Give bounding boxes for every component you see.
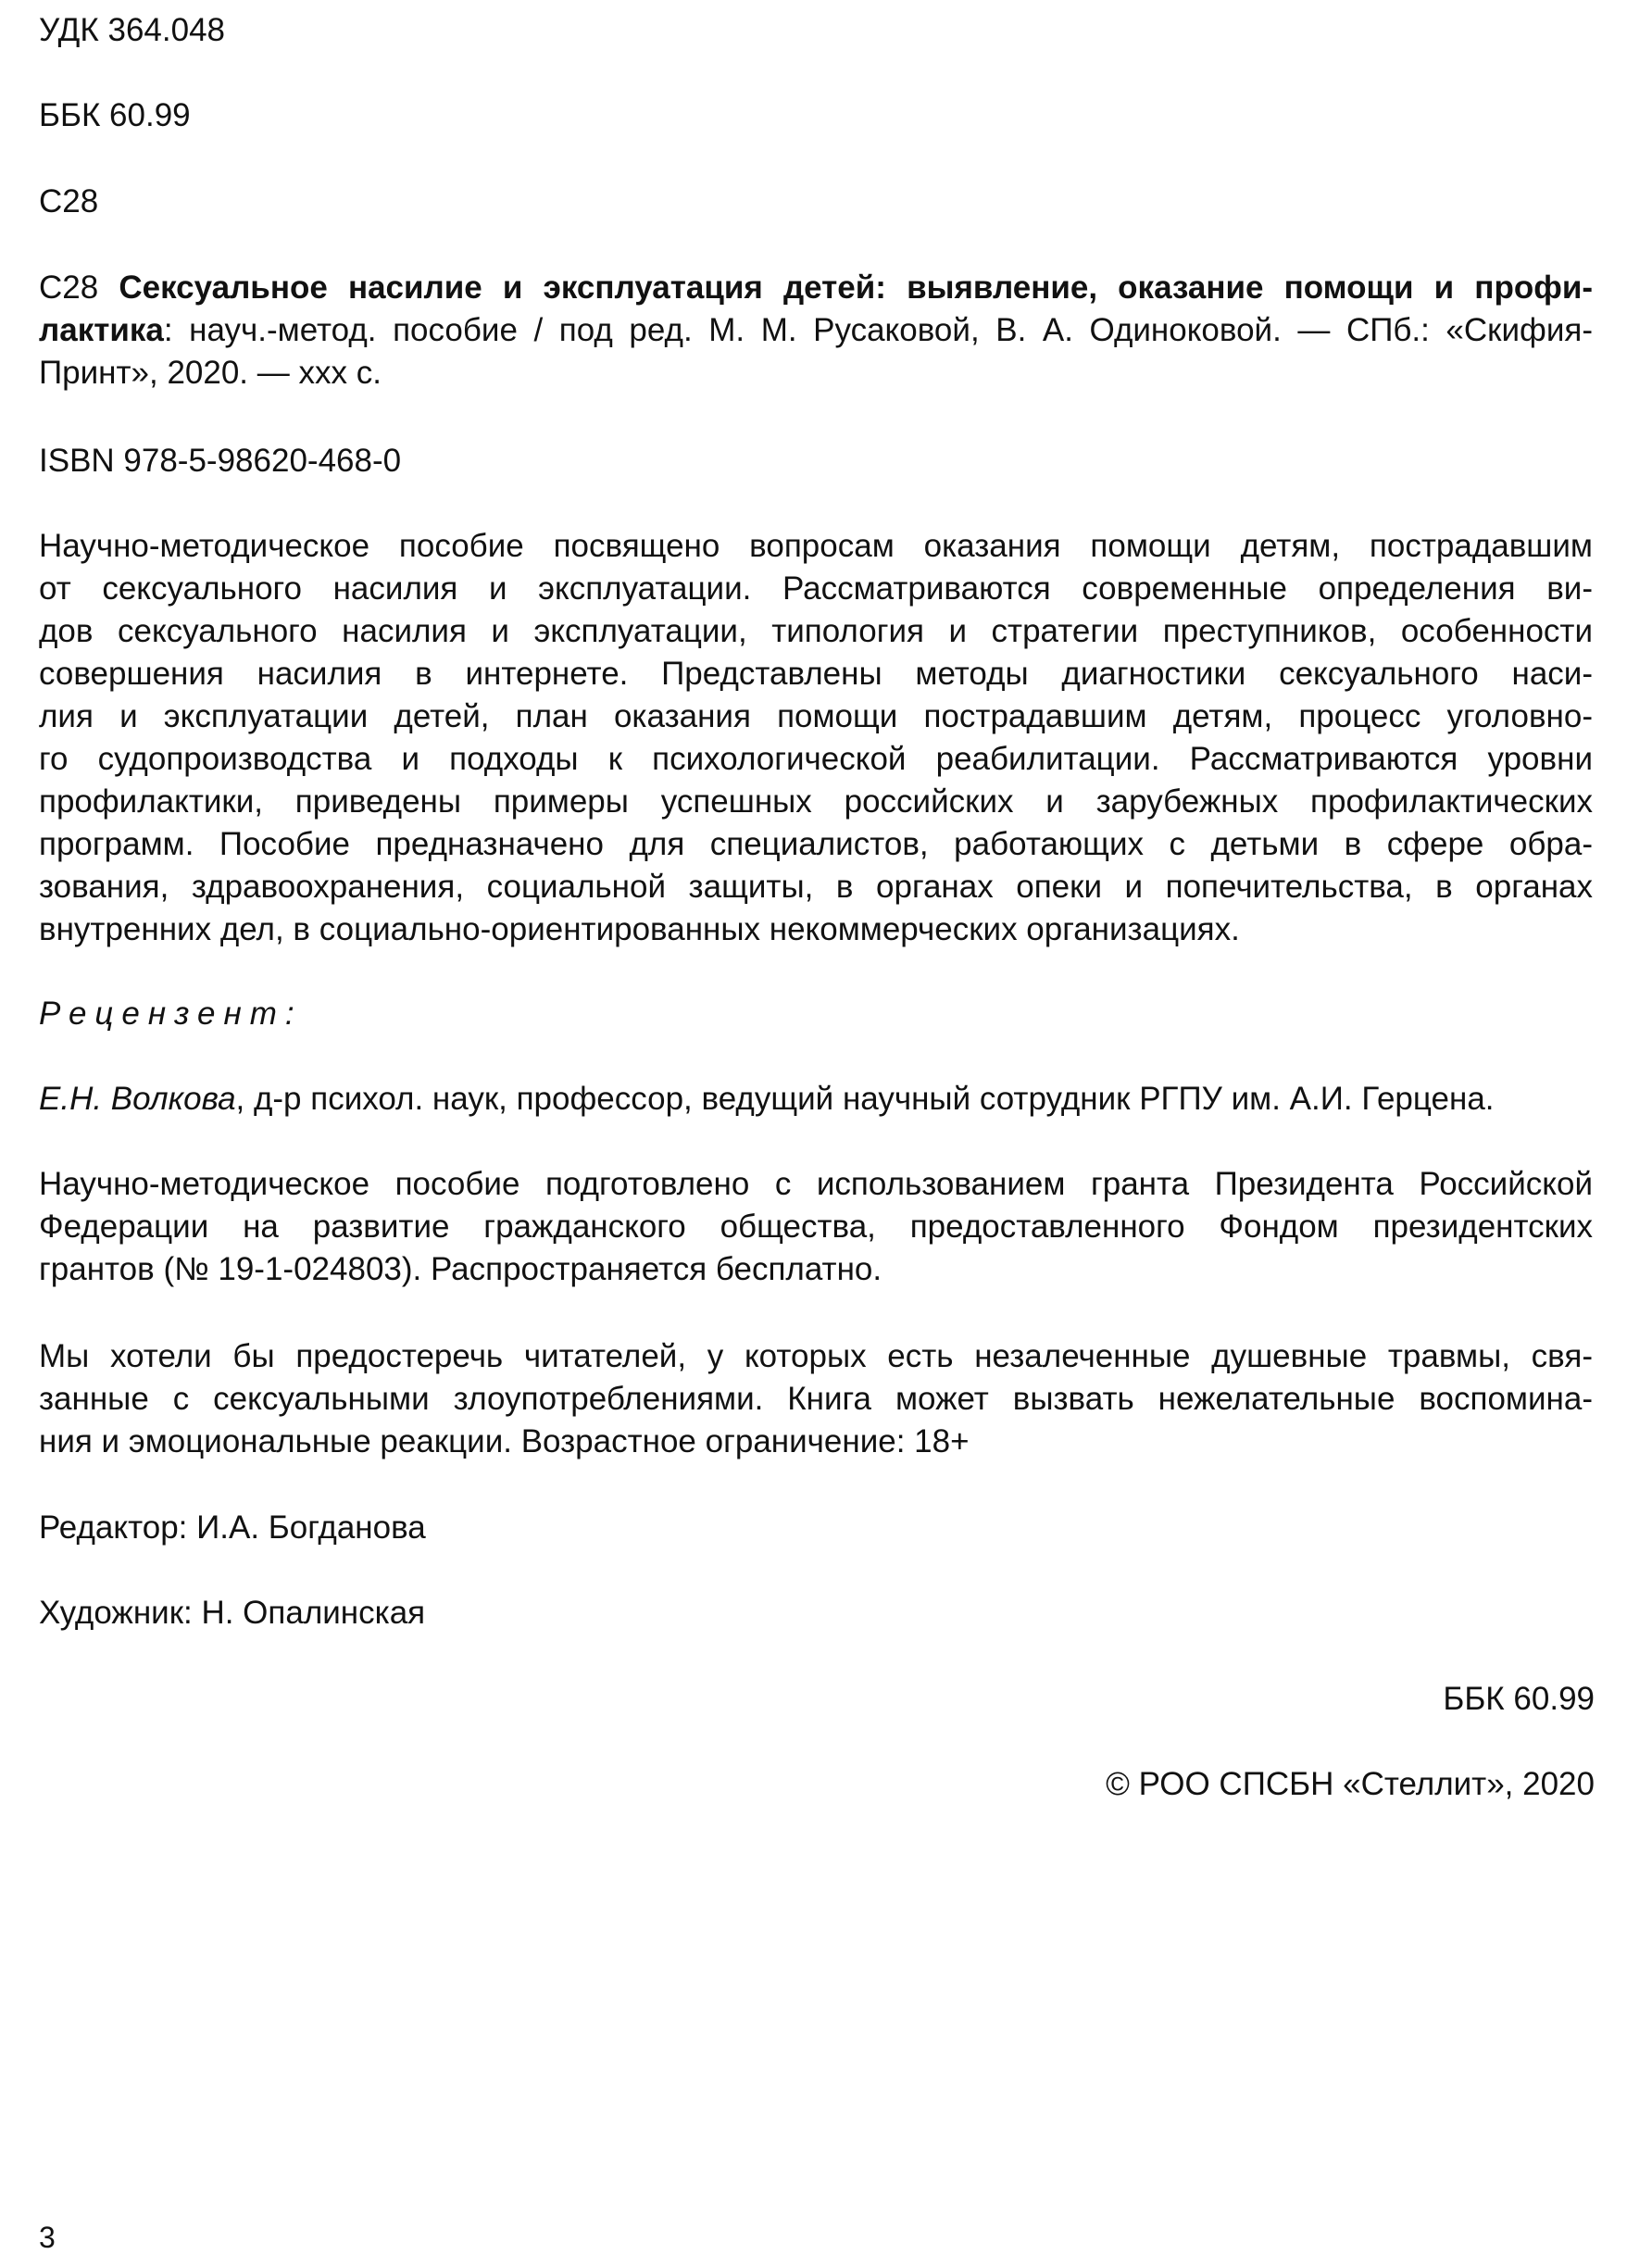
grant-notice xyxy=(39,1163,1593,1291)
abstract-line: лия и эксплуатации детей, план оказания помощи пострадавшим детям, процесс уголовно- xyxy=(39,698,1593,734)
abstract-line: зования, здравоохранения, социальной защиты, в органах опеки и попечительства, в органах xyxy=(39,869,1593,905)
reviewer xyxy=(39,1078,1495,1121)
abstract-line: дов сексуального насилия и эксплуатации, типология и стратегии преступников, особенности xyxy=(39,613,1593,649)
abstract-line: программ. Пособие предназначено для специалистов, работающих с детьми в сфере обра- xyxy=(39,826,1593,862)
citation-code: С28 xyxy=(39,269,119,306)
editor-credit: Редактор: И.А. Богданова xyxy=(39,1509,426,1546)
abstract-line: профилактики, приведены примеры успешных российских и зарубежных профилактических xyxy=(39,783,1593,820)
warning-line: ния и эмоциональные реакции. Возрастное ограничение: 18+ xyxy=(39,1423,970,1459)
abstract-line: внутренних дел, в социально-ориентированных некоммерческих организациях. xyxy=(39,911,1240,947)
abstract-line: от сексуального насилия и эксплуатации. Рассматриваются современные определения ви- xyxy=(39,570,1593,607)
book-title-end: лактика xyxy=(39,312,164,348)
copyright-notice: © РОО СПСБН «Стеллит», 2020 xyxy=(1106,1766,1595,1802)
bbk-code: ББК 60.99 xyxy=(39,97,191,133)
reviewer-heading: Рецензент: xyxy=(39,996,303,1032)
citation-line-1 xyxy=(39,267,1593,309)
content-warning xyxy=(39,1335,1593,1463)
abstract-line: совершения насилия в интернете. Представлены методы диагностики сексуального наси- xyxy=(39,656,1593,692)
reviewer-details: , д-р психол. наук, профессор, ведущий научный сотрудник РГПУ им. А.И. Герцена. xyxy=(235,1081,1495,1117)
bbk-code-bottom: ББК 60.99 xyxy=(1443,1681,1595,1717)
citation-details: : науч.-метод. пособие / под ред. М. М. Русаковой, В. А. Одиноковой. — СПб.: «Скифия- xyxy=(163,312,1593,348)
citation-line-3: Принт», 2020. — ххх с. xyxy=(39,355,382,391)
warning-line: Мы хотели бы предостеречь читателей, у которых есть незалеченные душевные травмы, свя- xyxy=(39,1338,1593,1374)
grant-line: Научно-методическое пособие подготовлено с использованием гранта Президента Российской xyxy=(39,1166,1593,1202)
isbn: ISBN 978-5-98620-468-0 xyxy=(39,443,402,479)
book-title: Сексуальное насилие и эксплуатация детей: выявление, оказание помощи и профи- xyxy=(119,269,1593,306)
abstract-line: го судопроизводства и подходы к психологической реабилитации. Рассматриваются уровни xyxy=(39,741,1593,777)
warning-line: занные с сексуальными злоупотреблениями. Книга может вызвать нежелательные воспомина- xyxy=(39,1381,1593,1417)
abstract-line: Научно-методическое пособие посвящено вопросам оказания помощи детям, пострадавшим xyxy=(39,528,1593,564)
grant-line: Федерации на развитие гражданского общества, предоставленного Фондом президентских xyxy=(39,1209,1593,1245)
page-number: 3 xyxy=(39,2221,56,2254)
citation-line-2 xyxy=(39,309,1593,352)
udk-code: УДК 364.048 xyxy=(39,12,225,48)
artist-credit: Художник: Н. Опалинская xyxy=(39,1595,426,1631)
grant-line: грантов (№ 19-1-024803). Распространяется бесплатно. xyxy=(39,1251,882,1287)
copyright-page xyxy=(39,0,1595,2267)
author-mark: С28 xyxy=(39,183,99,219)
reviewer-name: Е.Н. Волкова xyxy=(39,1081,236,1117)
abstract xyxy=(39,525,1593,951)
bibliographic-citation xyxy=(39,267,1593,395)
